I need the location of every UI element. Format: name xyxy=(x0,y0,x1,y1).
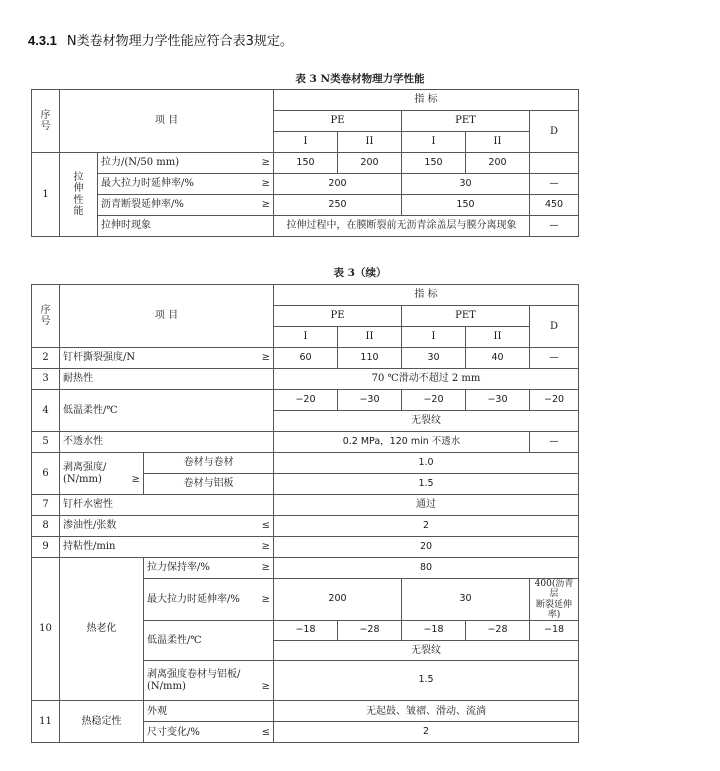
table2 xyxy=(31,284,579,743)
value-cell: 1.5 xyxy=(274,474,579,495)
value-cell: 无裂纹 xyxy=(274,641,579,661)
item-cell: 低温柔性/℃ xyxy=(60,390,274,432)
value-cell: 200 xyxy=(274,174,402,195)
item-cell: 沥青断裂延伸率/% ≥ xyxy=(98,195,274,216)
value-cell: 无起鼓、皱褶、滑动、流淌 xyxy=(274,701,579,722)
seq-cell: 4 xyxy=(32,390,60,432)
section-heading xyxy=(28,30,293,49)
pe-header: PE xyxy=(274,306,402,327)
value-cell: −30 xyxy=(338,390,402,411)
grade-header: II xyxy=(466,132,530,153)
seq-cell: 9 xyxy=(32,537,60,558)
value-cell: 30 xyxy=(402,579,530,621)
item-cell: 耐热性 xyxy=(60,369,274,390)
value-cell: 20 xyxy=(274,537,579,558)
item-cell: 拉力/(N/50 mm) ≥ xyxy=(98,153,274,174)
value-cell: −18 xyxy=(274,621,338,641)
value-cell: −28 xyxy=(466,621,530,641)
value-cell: 150 xyxy=(274,153,338,174)
value-cell: — xyxy=(530,216,579,237)
d-header: D xyxy=(530,111,579,153)
value-cell: 150 xyxy=(402,153,466,174)
seq-cell: 11 xyxy=(32,701,60,743)
seq-cell: 8 xyxy=(32,516,60,537)
value-cell: 200 xyxy=(338,153,402,174)
item-cell: 不透水性 xyxy=(60,432,274,453)
value-cell: −18 xyxy=(530,621,579,641)
item-cell: 钉杆水密性 xyxy=(60,495,274,516)
value-cell: 250 xyxy=(274,195,402,216)
value-cell: 80 xyxy=(274,558,579,579)
grade-header: I xyxy=(402,132,466,153)
item-header: 项 目 xyxy=(60,90,274,153)
seq-cell: 1 xyxy=(32,153,60,237)
seq-cell: 7 xyxy=(32,495,60,516)
value-cell: 110 xyxy=(338,348,402,369)
grade-header: I xyxy=(274,327,338,348)
pet-header: PET xyxy=(402,111,530,132)
table1-caption: 表 3 N类卷材物理力学性能 xyxy=(295,73,425,85)
value-cell: 30 xyxy=(402,174,530,195)
seq-cell: 5 xyxy=(32,432,60,453)
value-cell: — xyxy=(530,432,579,453)
value-cell: −20 xyxy=(530,390,579,411)
sub-item-cell: 低温柔性/℃ xyxy=(144,621,274,661)
value-cell: −20 xyxy=(402,390,466,411)
table2-caption: 表 3（续） xyxy=(333,267,387,279)
seq-header: 序 号 xyxy=(32,285,60,348)
seq-cell: 10 xyxy=(32,558,60,701)
sub-item-cell: 外观 xyxy=(144,701,274,722)
value-cell: 2 xyxy=(274,722,579,743)
value-cell: 150 xyxy=(402,195,530,216)
sub-item-cell: 卷材与卷材 xyxy=(144,453,274,474)
value-cell: 70 ℃滑动不超过 2 mm xyxy=(274,369,579,390)
value-cell: 无裂纹 xyxy=(274,411,579,432)
pe-header: PE xyxy=(274,111,402,132)
pet-header: PET xyxy=(402,306,530,327)
value-cell: — xyxy=(530,174,579,195)
grade-header: II xyxy=(466,327,530,348)
seq-cell: 6 xyxy=(32,453,60,495)
item-header: 项 目 xyxy=(60,285,274,348)
value-cell: 40 xyxy=(466,348,530,369)
grade-header: II xyxy=(338,327,402,348)
item-cell: 钉杆撕裂强度/N ≥ xyxy=(60,348,274,369)
value-cell: −28 xyxy=(338,621,402,641)
item-cell: 剥离强度/ (N/mm) ≥ xyxy=(60,453,144,495)
item-cell: 拉伸时现象 xyxy=(98,216,274,237)
value-cell: 200 xyxy=(274,579,402,621)
sub-item-cell: 剥离强度卷材与铝板/ (N/mm) ≥ xyxy=(144,661,274,701)
value-cell: 1.0 xyxy=(274,453,579,474)
indicator-header: 指 标 xyxy=(274,90,579,111)
value-cell: — xyxy=(530,348,579,369)
value-cell xyxy=(530,153,579,174)
seq-cell: 3 xyxy=(32,369,60,390)
indicator-header: 指 标 xyxy=(274,285,579,306)
value-cell: 通过 xyxy=(274,495,579,516)
grade-header: II xyxy=(338,132,402,153)
grade-header: I xyxy=(402,327,466,348)
value-cell: −30 xyxy=(466,390,530,411)
item-cell: 热老化 xyxy=(60,558,144,701)
value-cell: 200 xyxy=(466,153,530,174)
value-cell: 1.5 xyxy=(274,661,579,701)
item-cell: 持粘性/min ≥ xyxy=(60,537,274,558)
seq-header: 序 号 xyxy=(32,90,60,153)
value-cell: −18 xyxy=(402,621,466,641)
table1 xyxy=(31,89,579,237)
section-text: N类卷材物理力学性能应符合表3规定。 xyxy=(66,34,293,49)
grade-header: I xyxy=(274,132,338,153)
d-header: D xyxy=(530,306,579,348)
value-cell: 400(沥青层 断裂延伸率) xyxy=(530,579,579,621)
value-cell: −20 xyxy=(274,390,338,411)
value-cell: 2 xyxy=(274,516,579,537)
item-cell: 热稳定性 xyxy=(60,701,144,743)
value-cell: 450 xyxy=(530,195,579,216)
item-cell: 渗油性/张数 ≤ xyxy=(60,516,274,537)
sub-item-cell: 尺寸变化/% ≤ xyxy=(144,722,274,743)
value-cell: 拉伸过程中，在膜断裂前无沥青涂盖层与膜分离现象 xyxy=(274,216,530,237)
section-number: 4.3.1 xyxy=(28,33,57,48)
value-cell: 0.2 MPa，120 min 不透水 xyxy=(274,432,530,453)
sub-item-cell: 拉力保持率/% ≥ xyxy=(144,558,274,579)
group-label: 拉 伸 性 能 xyxy=(60,153,98,237)
value-cell: 30 xyxy=(402,348,466,369)
value-cell: 60 xyxy=(274,348,338,369)
sub-item-cell: 卷材与铝板 xyxy=(144,474,274,495)
seq-cell: 2 xyxy=(32,348,60,369)
item-cell: 最大拉力时延伸率/% ≥ xyxy=(98,174,274,195)
sub-item-cell: 最大拉力时延伸率/% ≥ xyxy=(144,579,274,621)
